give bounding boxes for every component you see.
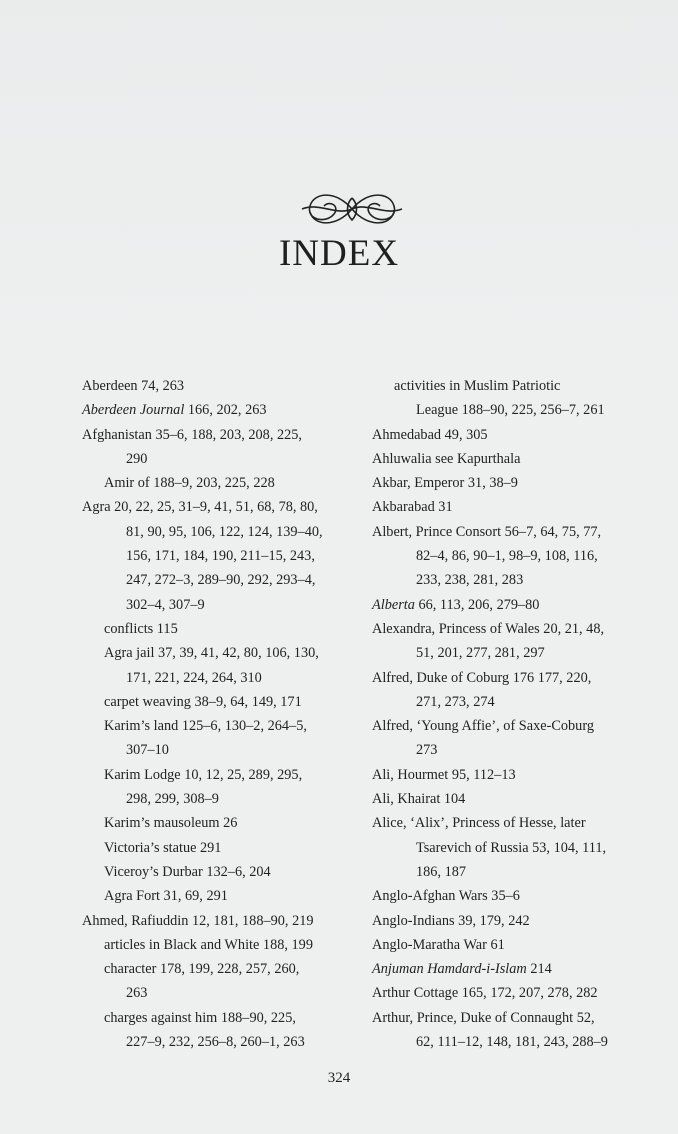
index-entry bbox=[82, 1030, 362, 1054]
index-entry bbox=[372, 836, 640, 860]
index-entry-text: activities in Muslim Patriotic bbox=[394, 378, 561, 394]
index-entry bbox=[82, 690, 362, 714]
index-entry bbox=[82, 471, 362, 495]
index-entry-text: Alfred, ‘Young Affie’, of Saxe-Coburg bbox=[372, 718, 594, 735]
index-entry bbox=[372, 1006, 640, 1030]
index-entry bbox=[372, 933, 640, 957]
index-entry bbox=[372, 690, 640, 714]
index-entry-text: Ahmed, Rafiuddin 12, 181, 188–90, 219 bbox=[82, 912, 314, 929]
index-entry bbox=[372, 544, 640, 568]
index-entry bbox=[372, 738, 640, 762]
index-entry-text: 247, 272–3, 289–90, 292, 293–4, bbox=[126, 572, 316, 589]
index-entry bbox=[372, 787, 640, 811]
index-entry bbox=[82, 1006, 362, 1030]
index-entry-text: 186, 187 bbox=[416, 863, 467, 880]
index-entry-text: Akbarabad 31 bbox=[372, 499, 453, 516]
index-entry bbox=[372, 811, 640, 835]
index-entry bbox=[372, 666, 640, 690]
index-entry-text: 233, 238, 281, 283 bbox=[416, 572, 524, 589]
index-entry bbox=[82, 836, 362, 860]
index-entry-text: 227–9, 232, 256–8, 260–1, 263 bbox=[126, 1034, 305, 1051]
index-entry bbox=[82, 374, 362, 398]
index-entry-text: 273 bbox=[416, 742, 438, 759]
decorative-flourish-icon bbox=[296, 180, 408, 238]
index-entry-text: Afghanistan 35–6, 188, 203, 208, 225, bbox=[82, 426, 302, 443]
index-entry bbox=[82, 714, 362, 738]
index-entry bbox=[372, 714, 640, 738]
index-entry-text: Viceroy’s Durbar 132–6, 204 bbox=[104, 863, 271, 880]
index-entry-text: Ahmedabad 49, 305 bbox=[372, 426, 488, 443]
index-entry-italic-title: Alberta bbox=[372, 596, 415, 613]
index-entry-text: 298, 299, 308–9 bbox=[126, 791, 219, 808]
index-entry-text: Tsarevich of Russia 53, 104, 111, bbox=[416, 839, 607, 856]
index-entry-text: 214 bbox=[526, 961, 552, 978]
index-entry-text: 81, 90, 95, 106, 122, 124, 139–40, bbox=[126, 523, 323, 540]
index-entry-text: Ali, Khairat 104 bbox=[372, 791, 466, 808]
index-entry-text: carpet weaving 38–9, 64, 149, 171 bbox=[104, 693, 302, 710]
index-entry bbox=[372, 423, 640, 447]
index-entry-text: Agra Fort 31, 69, 291 bbox=[104, 888, 228, 905]
index-entry-text: Karim’s mausoleum 26 bbox=[104, 815, 238, 832]
index-entry-italic-title: Aberdeen Journal bbox=[82, 402, 185, 419]
index-column-right bbox=[372, 374, 640, 1054]
index-entry bbox=[372, 447, 640, 471]
index-entry bbox=[82, 641, 362, 665]
index-entry bbox=[82, 666, 362, 690]
index-entry bbox=[82, 568, 362, 592]
index-entry bbox=[372, 471, 640, 495]
index-entry-text: Alfred, Duke of Coburg 176 177, 220, bbox=[372, 669, 592, 686]
index-entry-text: 171, 221, 224, 264, 310 bbox=[126, 669, 262, 686]
index-entry-text: Arthur Cottage 165, 172, 207, 278, 282 bbox=[372, 985, 598, 1002]
index-entry-text: 62, 111–12, 148, 181, 243, 288–9 bbox=[416, 1034, 608, 1051]
index-entry-text: 166, 202, 263 bbox=[184, 402, 267, 419]
index-entry-text: 302–4, 307–9 bbox=[126, 596, 205, 613]
index-entry bbox=[82, 617, 362, 641]
index-entry bbox=[372, 860, 640, 884]
index-entry bbox=[82, 957, 362, 981]
index-entry bbox=[372, 957, 640, 981]
index-entry-text: 66, 113, 206, 279–80 bbox=[414, 596, 540, 613]
index-entry-text: Ali, Hourmet 95, 112–13 bbox=[372, 766, 516, 783]
page-title: INDEX bbox=[278, 233, 400, 274]
index-entry bbox=[372, 909, 640, 933]
index-entry bbox=[372, 641, 640, 665]
index-entry bbox=[372, 398, 640, 422]
index-entry bbox=[372, 593, 640, 617]
index-entry-text: Amir of 188–9, 203, 225, 228 bbox=[104, 475, 275, 492]
index-entry bbox=[82, 398, 362, 422]
index-entry-text: Albert, Prince Consort 56–7, 64, 75, 77, bbox=[372, 523, 602, 540]
index-entry bbox=[82, 787, 362, 811]
index-entry-text: character 178, 199, 228, 257, 260, bbox=[104, 961, 300, 978]
index-entry bbox=[372, 981, 640, 1005]
index-entry bbox=[82, 909, 362, 933]
index-entry bbox=[372, 520, 640, 544]
page-number: 324 bbox=[327, 1070, 351, 1086]
index-entry bbox=[372, 617, 640, 641]
index-entry-text: 156, 171, 184, 190, 211–15, 243, bbox=[126, 548, 315, 565]
index-entry bbox=[372, 1030, 640, 1054]
index-entry bbox=[82, 884, 362, 908]
index-entry-text: 307–10 bbox=[126, 742, 169, 759]
index-entry-text: Karim Lodge 10, 12, 25, 289, 295, bbox=[104, 766, 303, 783]
index-entry-text: 271, 273, 274 bbox=[416, 693, 495, 710]
index-entry-text: 82–4, 86, 90–1, 98–9, 108, 116, bbox=[416, 548, 598, 565]
index-entry bbox=[372, 568, 640, 592]
index-entry bbox=[82, 738, 362, 762]
index-entry bbox=[372, 374, 640, 398]
index-entry-text: Alexandra, Princess of Wales 20, 21, 48, bbox=[372, 620, 605, 637]
index-entry-text: Agra 20, 22, 25, 31–9, 41, 51, 68, 78, 80, bbox=[82, 499, 318, 516]
index-entry bbox=[82, 544, 362, 568]
index-entry-text: Arthur, Prince, Duke of Connaught 52, bbox=[372, 1009, 595, 1026]
index-entry bbox=[82, 520, 362, 544]
index-entry-text: Victoria’s statue 291 bbox=[104, 839, 222, 856]
index-entry bbox=[372, 495, 640, 519]
index-entry-text: 263 bbox=[126, 985, 148, 1002]
index-entry-text: Anglo-Afghan Wars 35–6 bbox=[372, 888, 520, 905]
index-entry-text: articles in Black and White 188, 199 bbox=[104, 936, 313, 953]
index-entry-text: Anglo-Maratha War 61 bbox=[372, 936, 505, 953]
index-entry bbox=[82, 860, 362, 884]
index-entry bbox=[82, 981, 362, 1005]
index-entry-text: Agra jail 37, 39, 41, 42, 80, 106, 130, bbox=[104, 645, 319, 662]
index-entry bbox=[82, 811, 362, 835]
index-entry-text: Ahluwalia see Kapurthala bbox=[372, 450, 521, 467]
index-entry bbox=[82, 495, 362, 519]
index-entry bbox=[82, 593, 362, 617]
index-entry-text: Alice, ‘Alix’, Princess of Hesse, later bbox=[372, 815, 586, 832]
index-entry-italic-title: Anjuman Hamdard-i-Islam bbox=[372, 961, 527, 978]
index-entry-text: League 188–90, 225, 256–7, 261 bbox=[416, 402, 605, 419]
index-entry-text: Aberdeen 74, 263 bbox=[82, 378, 185, 394]
index-entry bbox=[82, 447, 362, 471]
index-entry bbox=[372, 884, 640, 908]
index-entry-text: 290 bbox=[126, 450, 148, 467]
index-entry-text: 51, 201, 277, 281, 297 bbox=[416, 645, 545, 662]
index-entry bbox=[82, 933, 362, 957]
index-entry bbox=[82, 763, 362, 787]
index-entry-text: Anglo-Indians 39, 179, 242 bbox=[372, 912, 530, 929]
index-entry-text: charges against him 188–90, 225, bbox=[104, 1009, 296, 1026]
index-column-left bbox=[82, 374, 362, 1054]
index-entry-text: Karim’s land 125–6, 130–2, 264–5, bbox=[104, 718, 307, 735]
index-entry bbox=[82, 423, 362, 447]
index-entry bbox=[372, 763, 640, 787]
index-entry-text: conflicts 115 bbox=[104, 620, 178, 637]
index-entry-text: Akbar, Emperor 31, 38–9 bbox=[372, 475, 518, 492]
